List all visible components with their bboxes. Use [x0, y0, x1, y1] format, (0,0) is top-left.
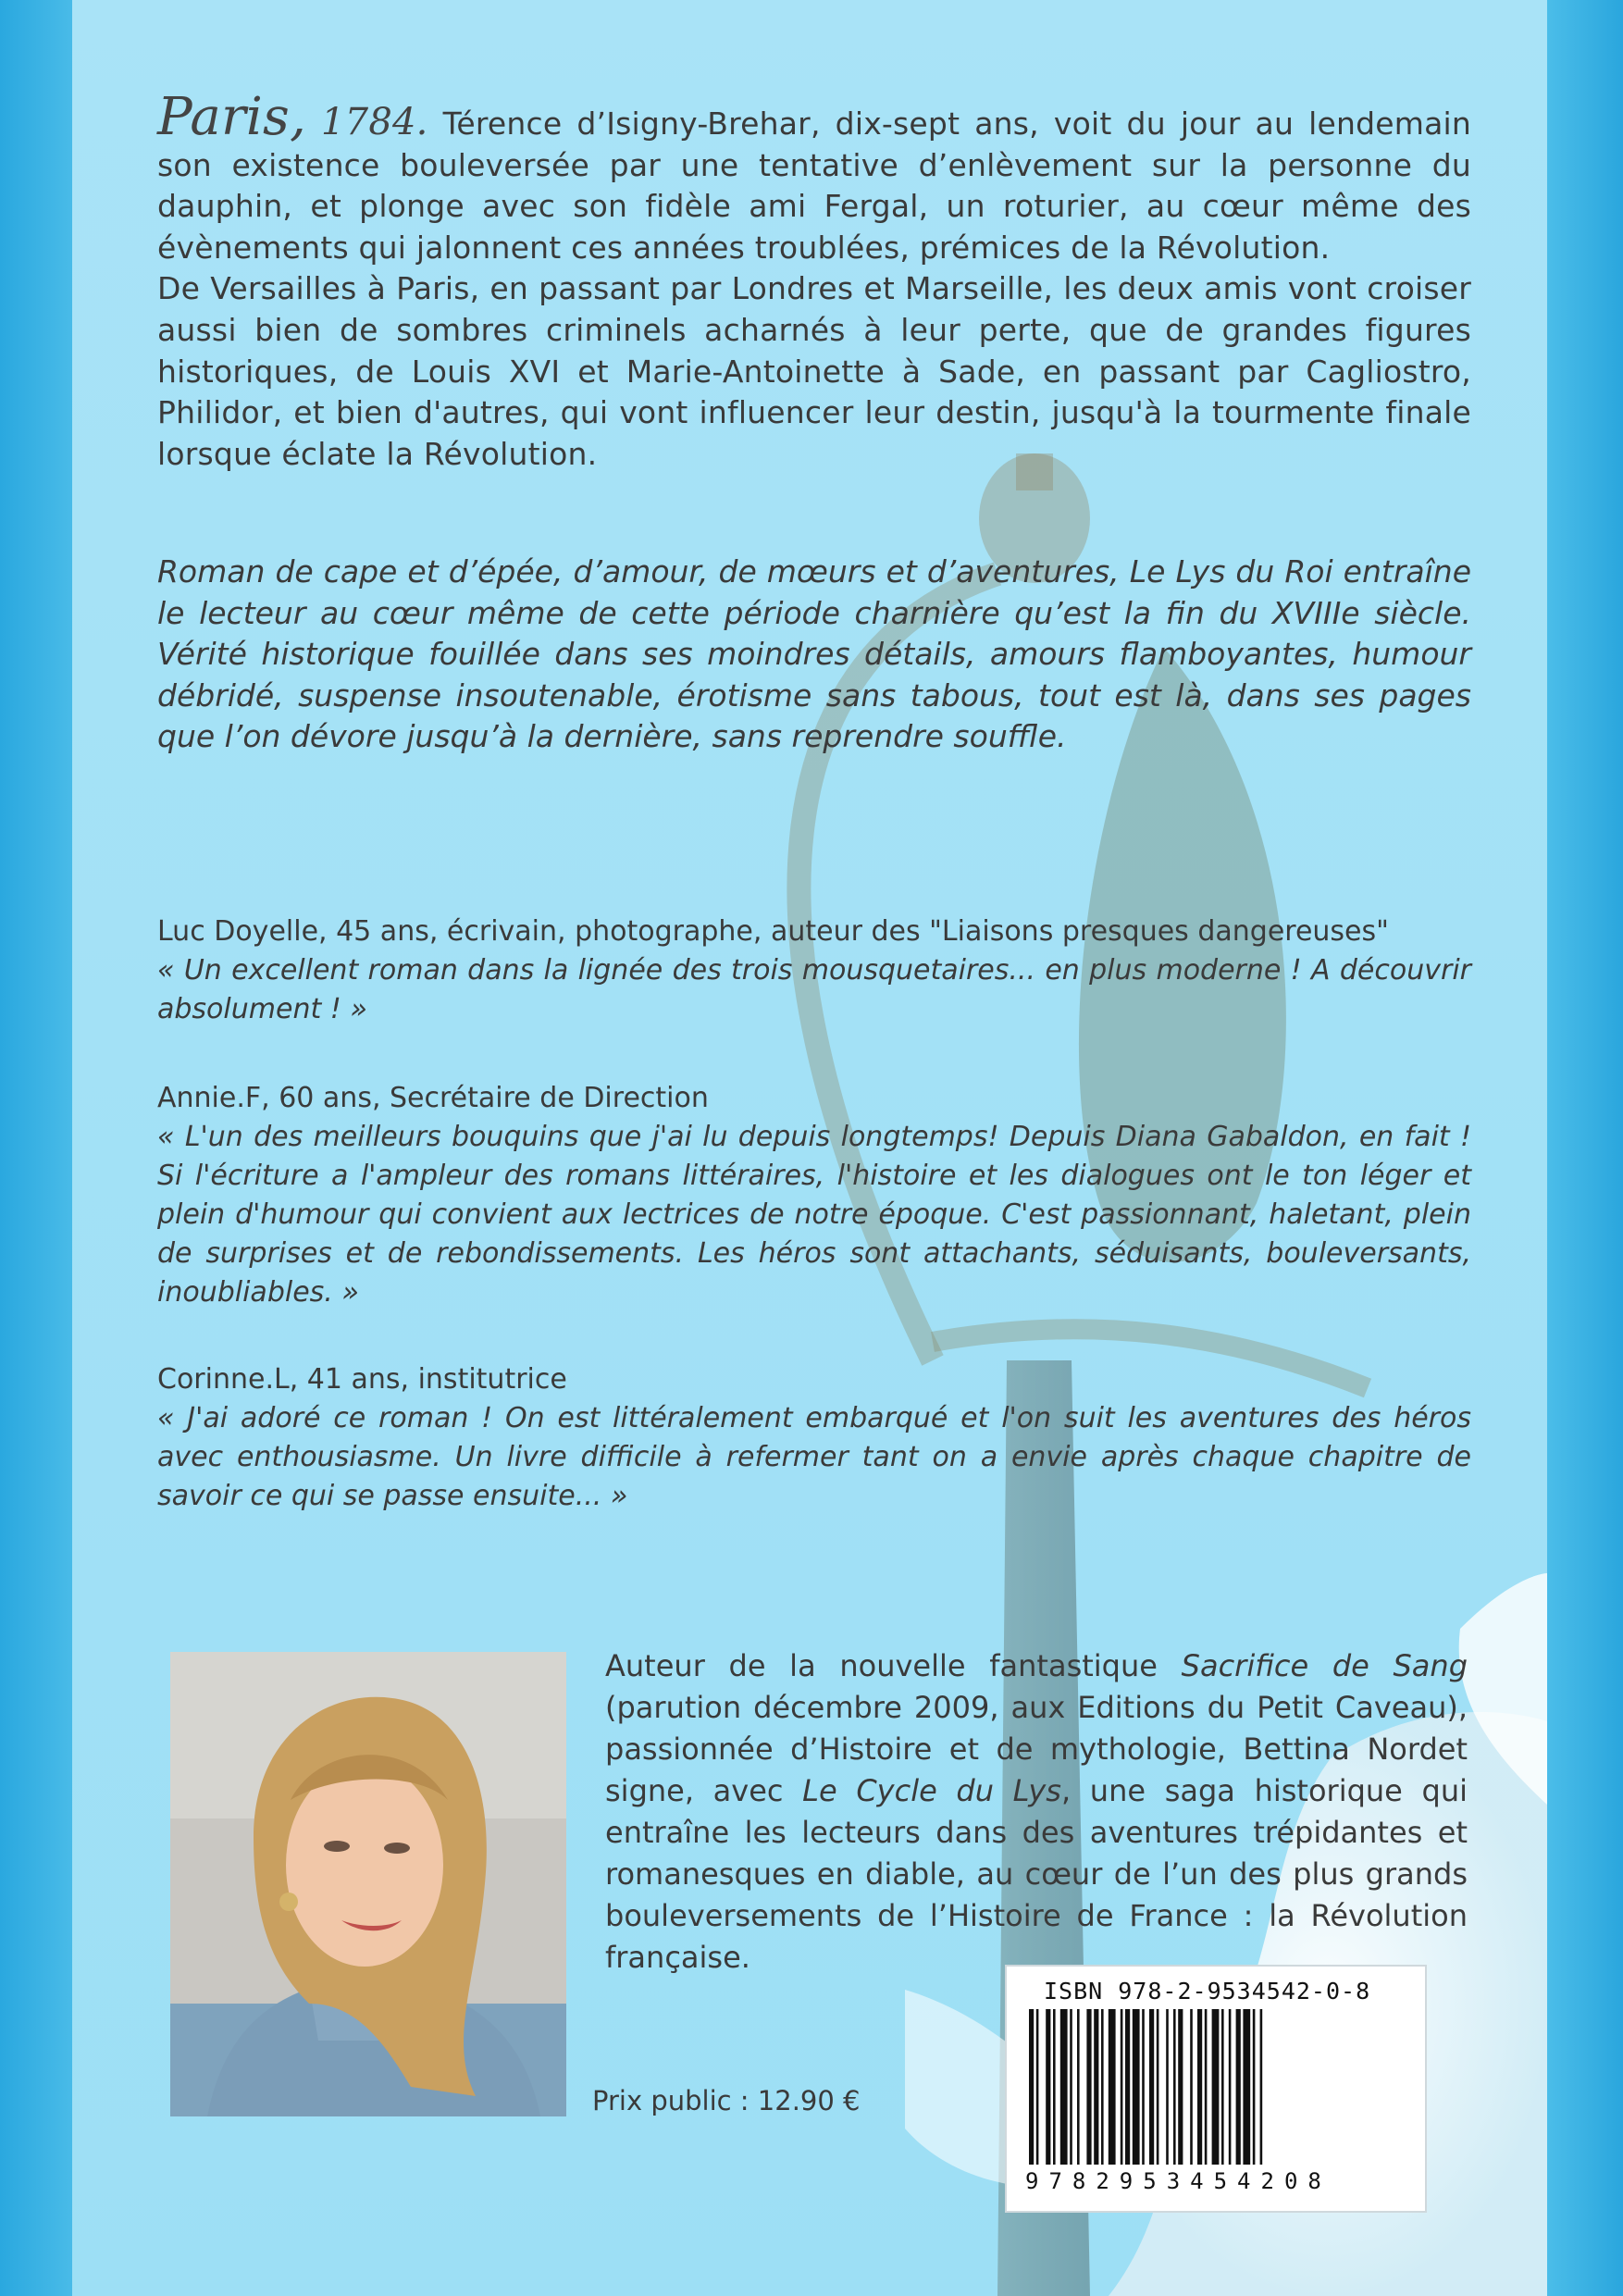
barcode-bar [1142, 2009, 1145, 2165]
barcode-bar [1229, 2009, 1232, 2165]
barcode-bar [1221, 2009, 1224, 2165]
barcode-bar [1029, 2009, 1034, 2165]
barcode-bar [1060, 2009, 1068, 2165]
reviewer-name: Annie.F, 60 ans, Secrétaire de Direction [157, 1082, 709, 1114]
review-luc-doyelle [157, 912, 1471, 1029]
bio-text-2: (parution décembre 2009, aux Editions du Petit Caveau), passionnée d’Histoire et de mythologie, Bettina Nordet signe, avec [605, 1690, 1468, 1808]
barcode-bar [1094, 2009, 1098, 2165]
reviewer-name: Corinne.L, 41 ans, institutrice [157, 1363, 567, 1396]
review-quote: « Un excellent roman dans la lignée des trois mousquetaires... en plus moderne ! A découvrir absolument ! » [157, 954, 1471, 1025]
bio-text-3: , une saga historique qui entraîne les lecteurs dans des aventures trépidantes et romanesques en diable, au cœur de l’un des plus grands bouleversements de l’Histoire de France : la Révolution française. [605, 1773, 1468, 1975]
synopsis-year: 1784. [321, 101, 428, 143]
synopsis-paragraph-2: De Versailles à Paris, en passant par Londres et Marseille, les deux amis vont croiser aussi bien de sombres criminels acharnés à leur perte, que de grandes figures historiques, de Louis XVI et Marie-Antoinette à Sade, en passant par Cagliostro, Philidor, et bien d'autres, qui vont influencer leur destin, jusqu'à la tourmente finale lorsque éclate la Révolution. [157, 270, 1471, 472]
barcode-bar [1077, 2009, 1080, 2165]
review-corinne-l [157, 1360, 1471, 1516]
barcode-bar [1157, 2009, 1159, 2165]
barcode-bar [1197, 2009, 1202, 2165]
barcode-bar [1253, 2009, 1256, 2165]
barcode-bar [1036, 2009, 1039, 2165]
barcode-bar [1149, 2009, 1154, 2165]
synopsis-paragraph-1 [157, 87, 1471, 268]
author-photo [170, 1652, 566, 2116]
pitch-paragraph: Roman de cape et d’épée, d’amour, de mœurs et d’aventures, Le Lys du Roi entraîne le lecteur au cœur même de cette période charnière qu’est la fin du XVIIIe siècle. Vérité historique fouillée dans ses moindres détails, amours flamboyantes, humour débridé, suspense insoutenable, érotisme sans tabous, tout est là, dans ses pages que l’on dévore jusqu’à la dernière, sans reprendre souffle. [157, 553, 1471, 755]
bio-text-1: Auteur de la nouvelle fantastique [605, 1648, 1182, 1683]
author-bio-text [605, 1645, 1468, 1979]
synopsis-place: Paris, [157, 87, 306, 147]
synopsis [157, 87, 1471, 475]
barcode-digits: 9782953454208 [1025, 2168, 1332, 2194]
barcode-bar [1173, 2009, 1176, 2165]
barcode-bar [1125, 2009, 1130, 2165]
isbn-number: ISBN 978-2-9534542-0-8 [1044, 1978, 1371, 2004]
barcode-bar [1109, 2009, 1116, 2165]
review-quote: « L'un des meilleurs bouquins que j'ai lu depuis longtemps! Depuis Diana Gabaldon, en fait ! Si l'écriture a l'ampleur des romans littéraires, l'histoire et les dialogues ont le ton léger et plein d'humour qui convient aux lectrices de notre époque. C'est passionnant, haletant, plein de surprises et de rebondissements. Les héros sont attachants, séduisants, bouleversants, inoubliables. » [157, 1121, 1471, 1309]
barcode-bars [1025, 2009, 1406, 2174]
barcode-bar [1086, 2009, 1091, 2165]
barcode-bar [1070, 2009, 1072, 2165]
barcode-bar [1236, 2009, 1241, 2165]
barcode-bar [1053, 2009, 1056, 2165]
barcode-bar [1190, 2009, 1193, 2165]
barcode-bar [1178, 2009, 1183, 2165]
barcode-bar [1133, 2009, 1140, 2165]
reviewer-name: Luc Doyelle, 45 ans, écrivain, photographe, auteur des "Liaisons presques dangereuses" [157, 915, 1389, 948]
author-bio [605, 1645, 1468, 1979]
barcode-bar [1205, 2009, 1208, 2165]
barcode-bar [1243, 2009, 1250, 2165]
barcode-bar [1166, 2009, 1169, 2165]
barcode-bar [1121, 2009, 1123, 2165]
barcode-bar [1260, 2009, 1263, 2165]
synopsis-text-1: Térence d’Isigny-Brehar, dix-sept ans, voit du jour au lendemain son existence bouleversée par une tentative d’enlèvement sur la personne du dauphin, et plonge avec son fidèle ami Fergal, un roturier, au cœur même des évènements qui jalonnent ces années troublées, prémices de la Révolution. [157, 105, 1471, 266]
barcode-bar [1046, 2009, 1050, 2165]
bio-title-cycle: Le Cycle du Lys [802, 1773, 1061, 1808]
review-quote: « J'ai adoré ce roman ! On est littéralement embarqué et l'on suit les aventures des héros avec enthousiasme. Un livre difficile à refermer tant on a envie après chaque chapitre de savoir ce qui se passe ensuite... » [157, 1402, 1471, 1512]
price-label: Prix public : 12.90 € [592, 2085, 861, 2116]
barcode-bar [1101, 2009, 1104, 2165]
back-cover-page [72, 0, 1547, 2296]
left-frame-band [0, 0, 72, 2296]
right-frame-band [1547, 0, 1623, 2296]
isbn-barcode [1005, 1965, 1427, 2213]
review-annie-f [157, 1079, 1471, 1312]
barcode-bar [1212, 2009, 1220, 2165]
bio-title-sacrifice: Sacrifice de Sang [1181, 1648, 1468, 1683]
